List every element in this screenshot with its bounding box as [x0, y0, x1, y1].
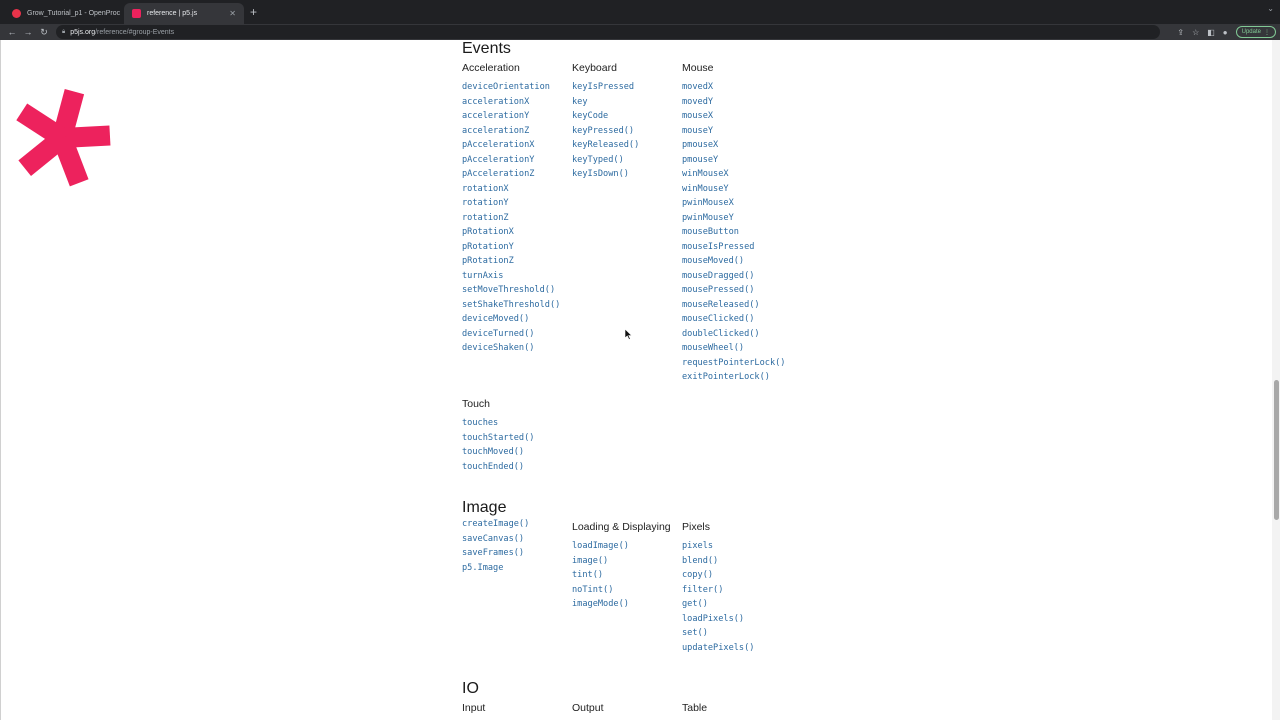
reference-link[interactable]: mouseReleased(): [682, 299, 760, 310]
reference-link[interactable]: noTint(): [572, 584, 614, 595]
reference-link[interactable]: mousePressed(): [682, 285, 755, 295]
reference-link[interactable]: mouseButton: [682, 227, 739, 237]
scrollbar[interactable]: [1272, 40, 1280, 720]
url-path: /reference/#group-Events: [95, 28, 175, 36]
profile-icon[interactable]: ●: [1222, 27, 1228, 37]
more-menu-icon: ⋮: [1264, 29, 1270, 36]
reference-link[interactable]: requestPointerLock(): [682, 357, 786, 368]
mouse-list: [682, 80, 785, 385]
reference-link[interactable]: filter(): [682, 584, 724, 595]
reference-link[interactable]: rotationZ: [462, 212, 509, 223]
reference-link[interactable]: touches: [462, 418, 499, 428]
group-title-loading-displaying: Loading & Displaying: [572, 521, 671, 533]
close-icon[interactable]: ✕: [229, 9, 236, 18]
group-title-input: Input: [462, 702, 486, 714]
reference-link[interactable]: deviceShaken(): [462, 343, 535, 353]
reference-link[interactable]: pRotationY: [462, 241, 514, 252]
reference-link[interactable]: p5.Image: [462, 562, 504, 573]
update-button[interactable]: [1236, 26, 1276, 38]
update-label: Update: [1241, 29, 1261, 35]
tab-bar: [0, 0, 1280, 24]
reference-link[interactable]: mouseMoved(): [682, 256, 745, 266]
p5-asterisk-logo-icon: [14, 88, 110, 188]
page-viewport: [0, 40, 1280, 720]
image-general-list: [462, 517, 529, 575]
reference-link[interactable]: keyPressed(): [572, 125, 635, 136]
reference-link[interactable]: mouseClicked(): [682, 314, 755, 324]
reference-link[interactable]: imageMode(): [572, 599, 629, 609]
openprocessing-favicon-icon: [12, 9, 21, 18]
chevron-down-icon[interactable]: ⌄: [1267, 4, 1274, 13]
reference-link[interactable]: touchMoved(): [462, 447, 525, 457]
reference-link[interactable]: copy(): [682, 570, 714, 580]
group-title-acceleration: Acceleration: [462, 62, 520, 74]
reference-link[interactable]: deviceMoved(): [462, 314, 530, 324]
reference-link[interactable]: turnAxis: [462, 270, 504, 281]
reference-link[interactable]: keyCode: [572, 111, 609, 121]
section-title-io: IO: [462, 680, 479, 697]
forward-arrow-icon[interactable]: →: [23, 27, 33, 37]
group-title-keyboard: Keyboard: [572, 62, 617, 74]
reference-link[interactable]: setMoveThreshold(): [462, 285, 556, 295]
browser-toolbar: [0, 24, 1280, 40]
reference-link[interactable]: key: [572, 96, 588, 107]
reference-link[interactable]: doubleClicked(): [682, 328, 760, 339]
back-arrow-icon[interactable]: ←: [7, 27, 17, 37]
reference-link[interactable]: deviceOrientation: [462, 82, 550, 92]
reference-link[interactable]: keyIsDown(): [572, 169, 629, 179]
reference-link[interactable]: rotationX: [462, 183, 509, 194]
tab-title: Grow_Tutorial_p1 - OpenProc: [27, 10, 121, 17]
reference-link[interactable]: accelerationY: [462, 111, 530, 121]
reference-link[interactable]: set(): [682, 628, 708, 638]
reference-link[interactable]: rotationY: [462, 198, 509, 208]
group-title-table: Table: [682, 702, 708, 714]
pixels-list: [682, 539, 754, 655]
section-title-image: Image: [462, 499, 507, 516]
reference-link[interactable]: touchStarted(): [462, 432, 535, 443]
reference-link[interactable]: saveCanvas(): [462, 533, 525, 544]
reference-link[interactable]: pmouseX: [682, 140, 719, 150]
reference-link[interactable]: pwinMouseY: [682, 212, 734, 223]
acceleration-list: [462, 80, 560, 356]
group-title-pixels: Pixels: [682, 521, 711, 533]
reference-link[interactable]: winMouseX: [682, 169, 729, 179]
group-title-mouse: Mouse: [682, 62, 714, 74]
reference-link[interactable]: movedY: [682, 96, 714, 107]
reference-link[interactable]: keyReleased(): [572, 140, 640, 150]
reference-link[interactable]: tint(): [572, 570, 604, 580]
loading-displaying-list: [572, 539, 629, 612]
reference-link[interactable]: pwinMouseX: [682, 198, 734, 208]
reference-link[interactable]: mouseWheel(): [682, 343, 745, 353]
reference-link[interactable]: keyIsPressed: [572, 82, 635, 92]
reference-link[interactable]: pAccelerationZ: [462, 169, 535, 179]
scrollbar-thumb[interactable]: [1274, 380, 1279, 520]
reference-link[interactable]: loadImage(): [572, 541, 629, 551]
reference-link[interactable]: movedX: [682, 82, 714, 92]
group-title-touch: Touch: [462, 398, 491, 410]
reference-link[interactable]: accelerationX: [462, 96, 530, 107]
reference-link[interactable]: mouseY: [682, 125, 714, 136]
url-host: p5js.org: [70, 28, 96, 36]
reference-link[interactable]: pRotationX: [462, 227, 514, 237]
reference-link[interactable]: winMouseY: [682, 183, 729, 194]
keyboard-list: [572, 80, 639, 182]
reference-link[interactable]: mouseIsPressed: [682, 241, 755, 252]
reference-link[interactable]: pAccelerationY: [462, 154, 535, 165]
lock-icon: 🔒︎: [62, 28, 66, 35]
reference-link[interactable]: deviceTurned(): [462, 328, 535, 339]
reference-link[interactable]: mouseDragged(): [682, 270, 755, 281]
reference-link[interactable]: saveFrames(): [462, 548, 525, 558]
touch-list: [462, 416, 534, 474]
side-panel-icon[interactable]: ◧: [1207, 27, 1215, 37]
section-title-events: Events: [462, 40, 511, 57]
tab-reference[interactable]: [124, 3, 244, 24]
tab-title: reference | p5.js: [147, 10, 198, 17]
reference-link[interactable]: mouseX: [682, 111, 714, 121]
reload-icon[interactable]: ↻: [40, 26, 48, 37]
reference-link[interactable]: updatePixels(): [682, 642, 755, 653]
mouse-cursor-icon: [625, 329, 633, 340]
p5js-favicon-icon: [132, 9, 141, 18]
reference-link[interactable]: image(): [572, 555, 609, 566]
share-icon[interactable]: ⇪: [1177, 27, 1185, 37]
reference-link[interactable]: accelerationZ: [462, 125, 530, 136]
reference-link[interactable]: loadPixels(): [682, 613, 745, 624]
reference-link[interactable]: exitPointerLock(): [682, 372, 770, 382]
reference-link[interactable]: keyTyped(): [572, 154, 624, 165]
reference-link[interactable]: setShakeThreshold(): [462, 299, 561, 310]
tab-grow-tutorial[interactable]: [4, 3, 122, 24]
reference-link[interactable]: pmouseY: [682, 154, 719, 165]
reference-link[interactable]: pixels: [682, 541, 714, 551]
group-title-output: Output: [572, 702, 604, 714]
reference-link[interactable]: blend(): [682, 555, 719, 566]
page-border: [0, 40, 1, 720]
reference-link[interactable]: touchEnded(): [462, 461, 525, 472]
star-icon[interactable]: ☆: [1192, 27, 1200, 37]
new-tab-icon[interactable]: +: [250, 5, 258, 19]
reference-link[interactable]: pRotationZ: [462, 256, 514, 266]
reference-link[interactable]: pAccelerationX: [462, 140, 535, 150]
reference-link[interactable]: get(): [682, 599, 708, 609]
address-bar[interactable]: [56, 25, 1160, 39]
reference-link[interactable]: createImage(): [462, 519, 530, 529]
